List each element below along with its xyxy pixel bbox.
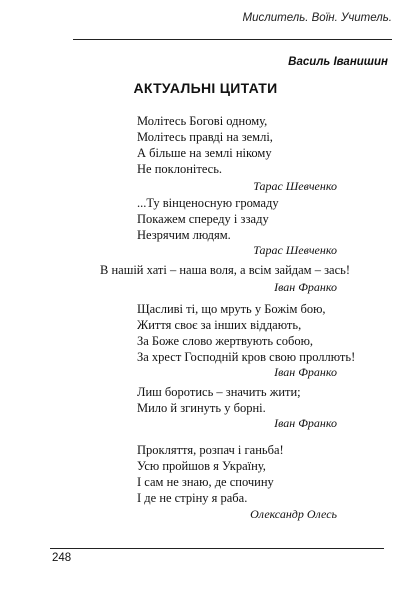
verse-line: Прокляття, розпач і ганьба! xyxy=(137,443,284,457)
verse-line: Усю пройшов я Україну, xyxy=(137,459,266,473)
page-number: 248 xyxy=(52,552,72,564)
quote-block xyxy=(137,384,337,431)
verse-line: Мило й згинуть у борні. xyxy=(137,401,266,415)
verse-line: А більше на землі нікому xyxy=(137,146,272,160)
verse-line: Не поклонітесь. xyxy=(137,162,223,176)
quote-block xyxy=(137,301,356,380)
verse-line: Молітесь Богові одному, xyxy=(137,114,268,128)
verse-line: За хрест Господній кров свою проллють! xyxy=(137,350,356,364)
verse-line: Щасливі ті, що мруть у Божім бою, xyxy=(137,302,326,316)
footer-rule xyxy=(50,548,384,549)
quote-block xyxy=(137,113,337,194)
running-head: Мислитель. Воїн. Учитель. xyxy=(242,12,392,24)
verse-line: І сам не знаю, де спочину xyxy=(137,475,274,489)
verse-line: Молітесь правді на землі, xyxy=(137,130,273,144)
verse-line: За Боже слово жертвують собою, xyxy=(137,334,314,348)
quote-attribution: Іван Франко xyxy=(274,365,337,379)
quote-block xyxy=(137,195,337,258)
author-name: Василь Іванишин xyxy=(288,56,388,68)
quote-attribution: Іван Франко xyxy=(274,416,337,430)
verse-line: Незрячим людям. xyxy=(137,228,231,242)
verse-line: І де не стріну я раба. xyxy=(137,491,248,505)
verse-line: Життя своє за інших віддають, xyxy=(137,318,302,332)
verse-line: В нашій хаті – наша воля, а всім зайдам – зась! xyxy=(100,263,350,277)
quote-attribution: Тарас Шевченко xyxy=(253,179,337,193)
verse-line: Лиш боротись – значить жити; xyxy=(137,385,301,399)
quote-attribution: Тарас Шевченко xyxy=(253,243,337,257)
verse-line: ...Ту вінценосную громаду xyxy=(137,196,279,210)
quote-attribution: Іван Франко xyxy=(274,280,337,294)
verse-line: Покажем спереду і ззаду xyxy=(137,212,269,226)
header-rule xyxy=(73,39,392,40)
section-title: АКТУАЛЬНІ ЦИТАТИ xyxy=(133,80,278,96)
quote-block xyxy=(100,262,350,295)
quote-attribution: Олександр Олесь xyxy=(250,507,337,521)
quote-block xyxy=(137,442,337,522)
